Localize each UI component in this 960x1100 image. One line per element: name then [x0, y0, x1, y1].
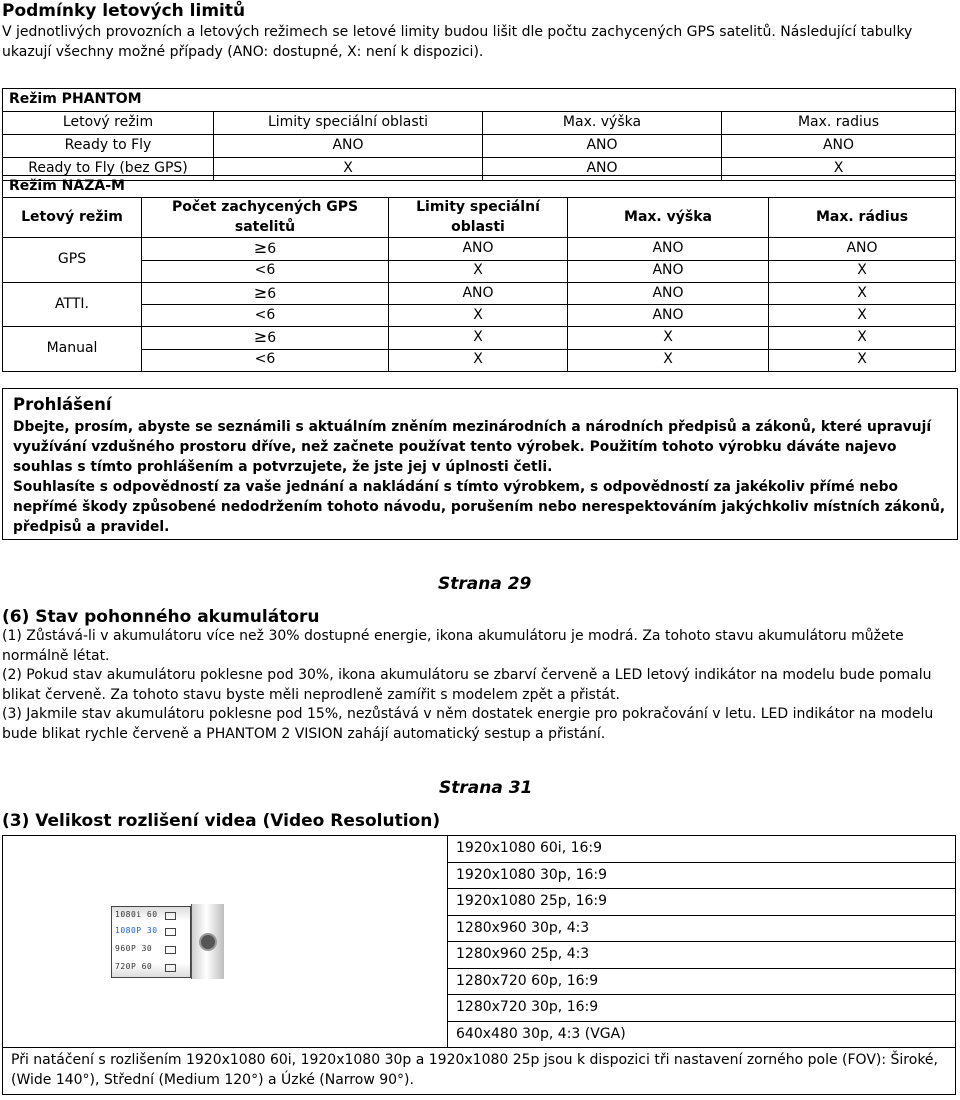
screen-icon — [165, 946, 176, 954]
table-row — [3, 1048, 956, 1095]
page-label: Strana 29 — [438, 574, 532, 594]
sat-count-cell: <6 — [142, 260, 389, 282]
page-label: Strana 31 — [439, 778, 533, 798]
table-cell: ANO — [722, 135, 956, 158]
dial-label: 1080i 60 — [115, 910, 158, 919]
resolution-option: 1920x1080 60i, 16:9 — [448, 836, 956, 863]
mode-cell-atti: ATTI. — [3, 282, 142, 327]
dial-knob-icon — [199, 933, 217, 951]
resolution-option: 1280x960 25p, 4:3 — [448, 942, 956, 969]
table-cell: X — [389, 305, 568, 327]
resolution-option: 640x480 30p, 4:3 (VGA) — [448, 1021, 956, 1048]
table-cell: X — [389, 327, 568, 350]
declaration-paragraph: Souhlasíte s odpovědností za vaše jednání a nakládání s tímto výrobkem, s odpovědností za jakékoliv přímé nebo nepřímé škody způsobené nedodržením tohoto návodu, porušením nebo nerespektováním jakýchkoliv místních zákonů, předpisů a pravidel. — [13, 478, 946, 535]
table-row — [3, 836, 956, 863]
section-heading-video: (3) Velikost rozlišení videa (Video Resolution) — [2, 811, 441, 831]
mode-cell-manual: Manual — [3, 327, 142, 372]
header-cell: Max. rádius — [769, 198, 956, 238]
declaration-paragraph: Dbejte, prosím, abyste se seznámili s aktuálním zněním mezinárodních a národních předpisů a zákonů, které upravují využívání vzdušného prostoru dříve, než začnete používat tento výrobek. Použitím tohoto výrobku dáváte najevo souhlas s tímto prohlášením a potvrzujete, že jste jej v úplnosti četli. — [13, 418, 932, 475]
table-cell: ANO — [214, 135, 483, 158]
dial-label: 960P 30 — [115, 944, 153, 953]
table-cell: X — [568, 327, 769, 350]
battery-text — [2, 627, 958, 744]
table-cell: Ready to Fly (bez GPS) — [3, 158, 214, 181]
screen-icon — [165, 964, 176, 972]
table-cell: ANO — [483, 135, 722, 158]
table-row — [3, 135, 956, 158]
naza-limits-table — [2, 175, 956, 372]
header-cell: Limity speciální oblasti — [389, 198, 568, 238]
sat-count: 6 — [267, 285, 277, 302]
resolution-dial-cell — [3, 836, 448, 1048]
header-cell: Letový režim — [3, 112, 214, 135]
table-cell: X — [769, 349, 956, 371]
table-cell: X — [769, 305, 956, 327]
table-cell: ANO — [769, 238, 956, 261]
table-row — [3, 327, 956, 350]
table-cell: ANO — [389, 282, 568, 305]
limits-intro: V jednotlivých provozních a letových režimech se letové limity budou lišit dle počtu zachycených GPS satelitů. Následující tabulky ukazují všechny možné případy (ANO: dostupné, X: není k dispozici). — [2, 24, 913, 60]
battery-paragraph: (1) Zůstává-li v akumulátoru více než 30% dostupné energie, ikona akumulátoru je modrá. Za tohoto stavu akumulátoru můžete normálně létat. — [2, 628, 904, 664]
table-cell: Ready to Fly — [3, 135, 214, 158]
sat-count-cell — [142, 282, 389, 305]
table-cell: ANO — [389, 238, 568, 261]
header-cell: Max. radius — [722, 112, 956, 135]
table-row — [3, 305, 956, 327]
table-row — [3, 349, 956, 371]
phantom-table-caption: Režim PHANTOM — [3, 89, 956, 112]
table-cell: ANO — [483, 158, 722, 181]
ge-symbol: ≥ — [253, 282, 268, 302]
resolution-option: 1280x720 30p, 16:9 — [448, 995, 956, 1022]
sat-count-cell — [142, 238, 389, 261]
fov-note: Při natáčení s rozlišením 1920x1080 60i, 1920x1080 30p a 1920x1080 25p jsou k dispozici tři nastavení zorného pole (FOV): Široké, (Wide 140°), Střední (Medium 120°) a Úzké (Narrow 90°). — [3, 1048, 956, 1095]
naza-table-caption: Režim NAZA-M — [3, 176, 956, 198]
header-cell: Letový režim — [3, 198, 142, 238]
section-title-limits: Podmínky letových limitů — [2, 1, 246, 21]
header-cell: Max. výška — [568, 198, 769, 238]
header-cell: Limity speciální oblasti — [214, 112, 483, 135]
table-cell: ANO — [568, 260, 769, 282]
battery-paragraph: (3) Jakmile stav akumulátoru poklesne pod 15%, nezůstává v něm dostatek energie pro pokračování v letu. LED indikátor na modelu bude blikat rychle červeně a PHANTOM 2 VISION zahájí automatický sestup a přistání. — [2, 706, 934, 742]
resolution-option: 1920x1080 25p, 16:9 — [448, 889, 956, 916]
sat-count-cell: <6 — [142, 349, 389, 371]
table-cell: X — [769, 260, 956, 282]
declaration-title: Prohlášení — [13, 395, 112, 414]
mode-cell-gps: GPS — [3, 238, 142, 283]
declaration-box — [2, 388, 958, 540]
screen-icon — [165, 912, 176, 920]
sat-count: 6 — [267, 241, 277, 257]
battery-paragraph: (2) Pokud stav akumulátoru poklesne pod 30%, ikona akumulátoru se zbarví červeně a LED letový indikátor na modelu bude pomalu blikat červeně. Za tohoto stavu byste měli neprodleně zamířit s modelem zpět a přistát. — [2, 667, 932, 703]
resolution-option: 1920x1080 30p, 16:9 — [448, 862, 956, 889]
table-header-row — [3, 198, 956, 238]
table-row — [3, 282, 956, 305]
header-cell: Počet zachycených GPS satelitů — [142, 198, 389, 238]
table-cell: ANO — [568, 305, 769, 327]
dial-label: 1080P 30 — [115, 926, 158, 935]
table-cell: ANO — [568, 238, 769, 261]
table-header-row — [3, 112, 956, 135]
screen-icon — [165, 928, 176, 936]
ge-symbol: ≥ — [253, 327, 268, 346]
dial-label: 720P 60 — [115, 962, 153, 971]
sat-count-cell: <6 — [142, 305, 389, 327]
resolution-option: 1280x720 60p, 16:9 — [448, 968, 956, 995]
sat-count-cell — [142, 327, 389, 350]
resolution-option: 1280x960 30p, 4:3 — [448, 915, 956, 942]
header-cell: Max. výška — [483, 112, 722, 135]
ge-symbol: ≥ — [253, 238, 268, 257]
table-cell: ANO — [568, 282, 769, 305]
table-cell: X — [389, 260, 568, 282]
table-cell: X — [769, 282, 956, 305]
table-row — [3, 238, 956, 261]
table-cell: X — [722, 158, 956, 181]
table-cell: X — [389, 349, 568, 371]
table-cell: X — [214, 158, 483, 181]
resolution-dial-image — [103, 904, 223, 979]
table-cell: X — [568, 349, 769, 371]
table-cell: X — [769, 327, 956, 350]
section-heading-battery: (6) Stav pohonného akumulátoru — [2, 607, 320, 627]
phantom-limits-table — [2, 88, 956, 181]
sat-count: 6 — [267, 330, 277, 346]
video-resolution-table — [2, 835, 956, 1095]
table-row — [3, 260, 956, 282]
